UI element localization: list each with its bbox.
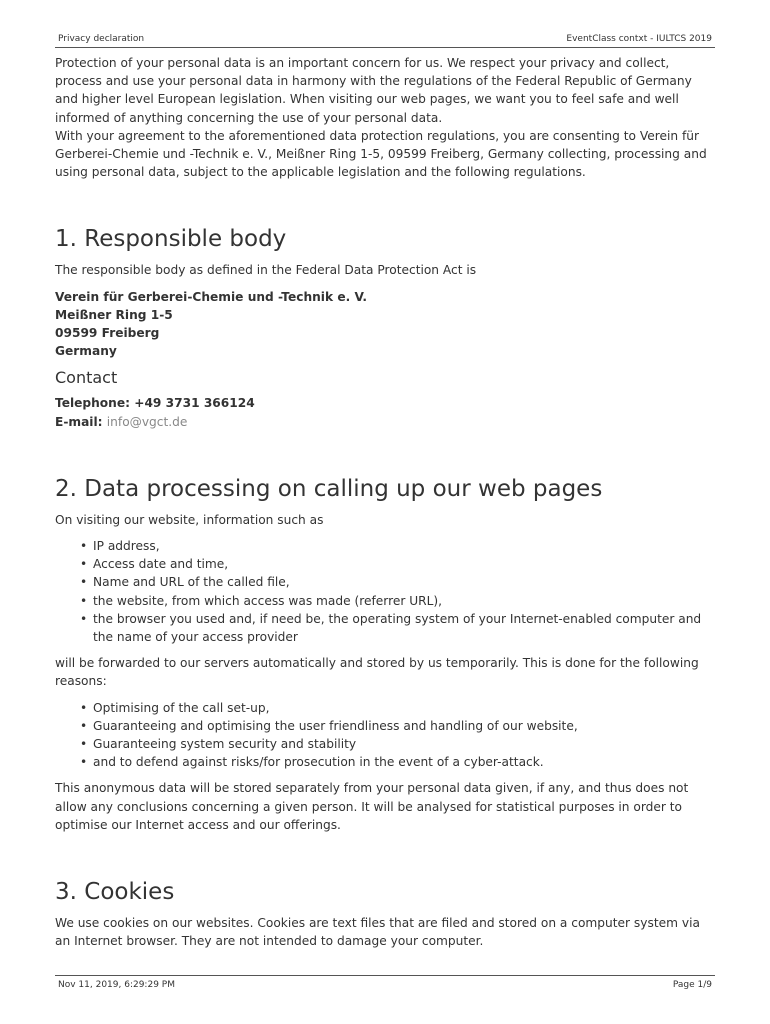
list-item: • the website, from which access was made (referrer URL), — [93, 592, 715, 610]
intro-paragraph-2: With your agreement to the aforementioned data protection regulations, you are consenting to Verein für Gerberei-Chemie und -Technik e. V., Meißner Ring 1-5, 09599 Freiberg, Germany collecting, processing and using personal data, subject to the applicable legislation and the following regulations. — [55, 128, 707, 180]
bullet-icon: • — [80, 593, 88, 608]
intro-paragraph-1: Protection of your personal data is an important concern for us. We respect your privacy and collect, process and use your personal data in harmony with the regulations of the Federal Republic of Germany and higher level European legislation. When visiting our web pages, we want you to feel safe and well informed of anything concerning the use of your personal data. — [55, 56, 692, 125]
bullet-icon: • — [80, 737, 88, 752]
bullet-icon: • — [80, 755, 88, 770]
list-item: • Guaranteeing system security and stability — [93, 735, 715, 753]
header-title: Privacy declaration — [58, 34, 145, 44]
bullet-icon: • — [80, 611, 88, 626]
footer-timestamp: Nov 11, 2019, 6:29:29 PM — [58, 980, 175, 990]
address-line-country: Germany — [55, 344, 117, 359]
section-3-heading: 3. Cookies — [55, 879, 175, 906]
bullet-icon: • — [80, 557, 88, 572]
footer-page-number: Page 1/9 — [672, 980, 712, 990]
list-item: • Access date and time, — [93, 555, 715, 573]
email-label: E-mail: — [55, 414, 103, 429]
bullet-icon: • — [80, 718, 88, 733]
address-block — [55, 288, 715, 361]
header-event: EventClass contxt - IULTCS 2019 — [566, 34, 712, 44]
contact-heading: Contact — [55, 368, 118, 388]
address-line-city: 09599 Freiberg — [55, 326, 160, 341]
address-line-org: Verein für Gerberei-Chemie und -Technik e. V. — [55, 289, 367, 304]
reasons-list — [55, 699, 715, 772]
email-link[interactable]: info@vgct.de — [106, 414, 188, 429]
document-body — [55, 54, 715, 951]
section-2-heading: 2. Data processing on calling up our web pages — [55, 475, 603, 502]
section-2-middle: will be forwarded to our servers automatically and stored by us temporarily. This is done for the following reasons: — [55, 656, 699, 689]
list-item: • Optimising of the call set-up, — [93, 699, 715, 717]
section-2-closing: This anonymous data will be stored separately from your personal data given, if any, and thus does not allow any conclusions concerning a given person. It will be analysed for statistical purposes in order to optimise our Internet access and our offerings. — [55, 781, 689, 832]
telephone-line: Telephone: +49 3731 366124 — [55, 396, 255, 411]
bullet-icon: • — [80, 575, 88, 590]
section-1-text: The responsible body as defined in the Federal Data Protection Act is — [55, 263, 477, 278]
section-1-heading: 1. Responsible body — [55, 226, 287, 253]
section-3-text: We use cookies on our websites. Cookies are text files that are filed and stored on a computer system via an Internet browser. They are not intended to damage your computer. — [55, 916, 700, 949]
list-item: • and to defend against risks/for prosecution in the event of a cyber-attack. — [93, 753, 715, 771]
bullet-icon: • — [80, 539, 88, 554]
section-2-intro: On visiting our website, information such as — [55, 512, 324, 527]
bullet-icon: • — [80, 700, 88, 715]
page-header — [55, 32, 715, 48]
list-item: • IP address, — [93, 537, 715, 555]
email-line — [55, 413, 715, 431]
list-item: • Name and URL of the called file, — [93, 573, 715, 591]
page-footer — [55, 975, 715, 996]
address-line-street: Meißner Ring 1-5 — [55, 307, 173, 322]
collected-data-list — [55, 537, 715, 646]
list-item: • Guaranteeing and optimising the user friendliness and handling of our website, — [93, 717, 715, 735]
list-item: • the browser you used and, if need be, the operating system of your Internet-enabled computer and the name of your access provider — [80, 611, 702, 645]
